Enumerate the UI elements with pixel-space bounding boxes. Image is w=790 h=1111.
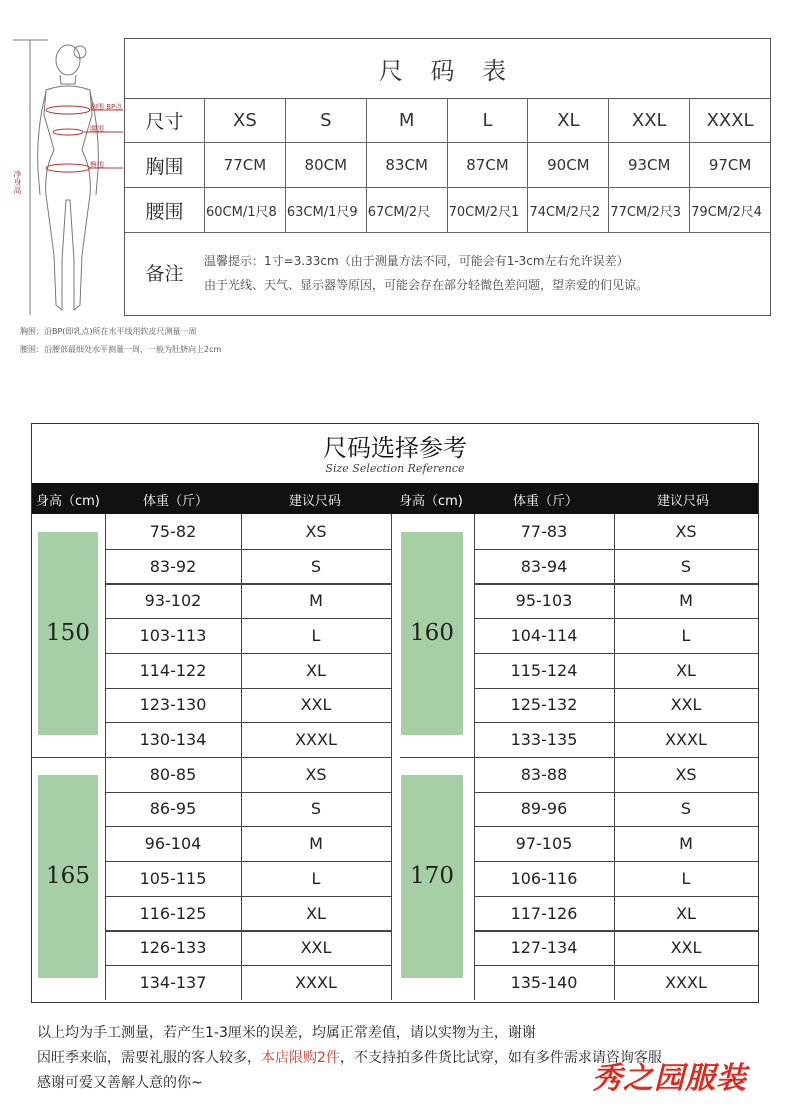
weight-range-cell: 104-114: [510, 625, 578, 645]
header-weight: 体重（斤）: [143, 494, 209, 509]
bust-cell: 97CM: [708, 156, 752, 174]
waist-cell: 74CM/2尺2: [528, 188, 609, 232]
weight-range-cell: 114-122: [139, 660, 207, 680]
weight-range-cell: 123-130: [139, 695, 207, 715]
row-head: 胸围: [125, 143, 205, 187]
bust-cell: 90CM: [528, 143, 609, 187]
recommended-size-cell: XL: [676, 660, 696, 680]
size-reference-table: [31, 423, 759, 1003]
header-size: 建议尺码: [289, 494, 342, 509]
size-cell: XXXL: [706, 109, 754, 131]
note-line: 由于光线、天气、显示器等原因，可能会存在部分轻微色差问题，望亲爱的们见谅。: [204, 278, 649, 292]
waist-label: 腰围: [90, 125, 104, 133]
recommended-size-cell: M: [679, 591, 693, 611]
weight-range-cell: 95-103: [515, 591, 573, 611]
bust-cell: 80CM: [286, 143, 367, 187]
recommended-size-cell: XL: [676, 903, 696, 923]
recommended-size-cell: XXL: [670, 938, 702, 958]
recommended-size-cell: S: [310, 556, 322, 576]
recommended-size-cell: XXL: [300, 938, 332, 958]
bust-cell: 83CM: [367, 143, 448, 187]
size-chart-grid: [125, 98, 770, 233]
recommended-size-cell: M: [309, 834, 323, 854]
size-chart: [124, 38, 771, 316]
recommended-size-cell: XS: [675, 521, 697, 541]
hip-label: 臀围: [90, 161, 104, 169]
header-size: 建议尺码: [657, 494, 710, 509]
weight-range-cell: 130-134: [139, 730, 207, 750]
bust-cell: 87CM: [448, 143, 529, 187]
waist-row: [125, 188, 770, 233]
weight-range-cell: 117-126: [510, 903, 578, 923]
waist-cell: 79CM/2尺4: [691, 204, 762, 220]
recommended-size-cell: XXXL: [665, 972, 707, 992]
footer-text: ，不支持拍多件货比试穿，如有多件需求请咨询客服: [339, 1050, 662, 1066]
header-weight: 体重（斤）: [513, 494, 579, 509]
note-head: 备注: [145, 263, 184, 285]
bust-note: 胸围：沿BP(即乳点)所在水平线用软皮尺测量一周: [20, 327, 197, 336]
weight-range-cell: 83-94: [520, 556, 568, 576]
height-label: 净身高: [13, 170, 22, 194]
row-head: 腰围: [125, 188, 205, 232]
weight-range-cell: 86-95: [149, 799, 197, 819]
waist-cell: 67CM/2尺: [367, 188, 448, 232]
weight-range-cell: 96-104: [144, 834, 202, 854]
size-row: [125, 98, 770, 143]
weight-range-cell: 93-102: [144, 591, 202, 611]
weight-range-cell: 83-92: [149, 556, 197, 576]
size-cell: XS: [205, 98, 286, 142]
weight-range-cell: 106-116: [510, 868, 578, 888]
waist-note: 腰围：沿腰部最细处水平测量一周，一般为肚脐向上2cm: [20, 345, 222, 354]
note-row: [125, 230, 770, 315]
height-value-block: 160: [401, 532, 463, 735]
weight-range-cell: 89-96: [520, 799, 568, 819]
weight-range-cell: 125-132: [510, 695, 578, 715]
size-cell: XL: [528, 98, 609, 142]
note-body: [204, 230, 648, 315]
weight-range-cell: 97-105: [515, 834, 573, 854]
header-height: 身高（cm): [36, 494, 100, 509]
recommended-size-cell: XL: [306, 903, 326, 923]
reference-title: 尺码选择参考: [323, 434, 467, 462]
weight-range-cell: 134-137: [139, 972, 207, 992]
recommended-size-cell: S: [310, 799, 322, 819]
footer-notes: [37, 1021, 662, 1096]
weight-range-cell: 80-85: [149, 764, 197, 784]
bust-row: [125, 143, 770, 188]
weight-range-cell: 83-88: [520, 764, 568, 784]
column-divider: [391, 757, 392, 1000]
weight-range-cell: 105-115: [139, 868, 207, 888]
recommended-size-cell: S: [680, 556, 692, 576]
weight-range-cell: 75-82: [149, 521, 197, 541]
bust-label: 胸围 BP点: [90, 103, 123, 111]
size-cell: S: [286, 98, 367, 142]
weight-range-cell: 116-125: [139, 903, 207, 923]
waist-cell: 63CM/1尺9: [286, 188, 367, 232]
bust-cell: 93CM: [609, 143, 690, 187]
row-head: 尺寸: [125, 98, 205, 142]
footer-line-2: [37, 1046, 662, 1071]
waist-cell: 70CM/2尺1: [448, 188, 529, 232]
body-outline-illustration: [8, 20, 128, 320]
waist-cell: 60CM/1尺8: [205, 188, 286, 232]
header-height: 身高（cm): [399, 494, 463, 509]
weight-range-cell: 126-133: [139, 938, 207, 958]
recommended-size-cell: XS: [305, 764, 327, 784]
column-divider: [391, 514, 392, 757]
height-value-block: 165: [38, 775, 98, 978]
weight-range-cell: 135-140: [510, 972, 578, 992]
recommended-size-cell: L: [311, 868, 321, 888]
reference-header-bar: [32, 483, 758, 514]
recommended-size-cell: XL: [306, 660, 326, 680]
recommended-size-cell: M: [679, 834, 693, 854]
purchase-limit-note: 本店限购2件: [261, 1050, 340, 1066]
recommended-size-cell: XXXL: [665, 730, 707, 750]
footer-text: 因旺季来临，需要礼服的客人较多，: [37, 1050, 261, 1066]
size-cell: L: [448, 98, 529, 142]
height-value-block: 150: [38, 532, 98, 735]
size-cell: XXL: [609, 98, 690, 142]
waist-cell: 77CM/2尺3: [609, 188, 690, 232]
weight-range-cell: 103-113: [139, 625, 207, 645]
recommended-size-cell: XXXL: [295, 972, 337, 992]
recommended-size-cell: XS: [305, 521, 327, 541]
recommended-size-cell: L: [681, 868, 691, 888]
weight-range-cell: 127-134: [510, 938, 578, 958]
weight-range-cell: 133-135: [510, 730, 578, 750]
recommended-size-cell: M: [309, 591, 323, 611]
body-measure-figure: [8, 20, 128, 320]
recommended-size-cell: L: [681, 625, 691, 645]
bust-cell: 77CM: [205, 143, 286, 187]
recommended-size-cell: XXL: [300, 695, 332, 715]
recommended-size-cell: XXL: [670, 695, 702, 715]
footer-line-3: 感谢可爱又善解人意的你~: [37, 1075, 203, 1091]
reference-subtitle: Size Selection Reference: [325, 462, 465, 475]
weight-range-cell: 77-83: [520, 521, 568, 541]
brand-logo: 秀之园服装: [592, 1061, 747, 1096]
note-line: 温馨提示：1寸=3.33cm（由于测量方法不同，可能会有1-3cm左右允许误差）: [204, 254, 629, 268]
recommended-size-cell: S: [680, 799, 692, 819]
recommended-size-cell: L: [311, 625, 321, 645]
recommended-size-cell: XXXL: [295, 730, 337, 750]
size-cell: M: [367, 98, 448, 142]
size-chart-title: 尺 码 表: [125, 39, 770, 99]
weight-range-cell: 115-124: [510, 660, 578, 680]
footer-line-1: 以上均为手工测量，若产生1-3厘米的误差，均属正常差值，请以实物为主，谢谢: [37, 1025, 536, 1041]
height-value-block: 170: [401, 775, 463, 978]
recommended-size-cell: XS: [675, 764, 697, 784]
